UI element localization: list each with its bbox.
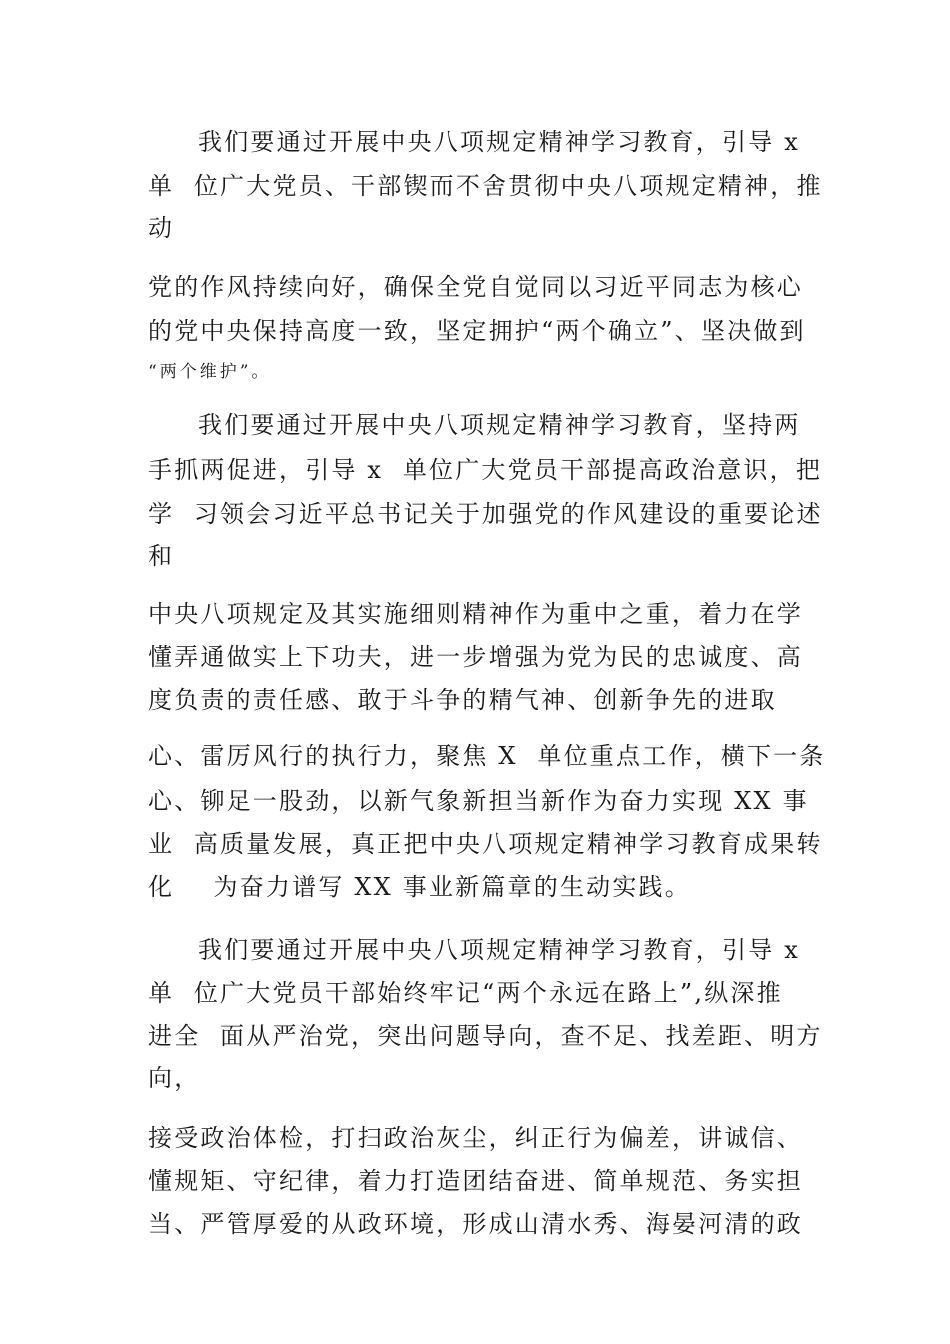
paragraph-6-line-4: 向， <box>148 1064 201 1092</box>
paragraph-1-line-2: 单 位广大党员、干部锲而不舍贯彻中央八项规定精神，推 <box>148 172 823 200</box>
paragraph-2-line-2: 的党中央保持高度一致，坚定拥护“两个确立”、坚决做到 <box>148 317 806 345</box>
paragraph-7-line-2: 懂规矩、守纪律，着力打造团结奋进、简单规范、务实担 <box>148 1167 803 1195</box>
paragraph-2-line-1: 党的作风持续向好，确保全党自觉同以习近平同志为核心 <box>148 273 803 301</box>
paragraph-4-line-1: 中央八项规定及其实施细则精神作为重中之重，着力在学 <box>148 600 803 628</box>
paragraph-3-line-3: 学 习领会习近平总书记关于加强党的作风建设的重要论述 <box>148 500 823 528</box>
paragraph-2-line-3: “两个维护”。 <box>148 362 272 382</box>
paragraph-3-line-2: 手抓两促进，引导 x 单位广大党员干部提高政治意识，把 <box>148 456 823 484</box>
paragraph-5-line-1: 心、雷厉风行的执行力，聚焦 X 单位重点工作，横下一条 <box>148 742 826 770</box>
paragraph-4-line-3: 度负责的责任感、敢于斗争的精气神、创新争先的进取 <box>148 686 777 714</box>
paragraph-1-line-3: 动 <box>148 214 175 242</box>
paragraph-1-line-1: 我们要通过开展中央八项规定精神学习教育，引导 x <box>198 128 800 156</box>
paragraph-7-line-3: 当、严管厚爱的从政环境，形成山清水秀、海晏河清的政 <box>148 1210 803 1238</box>
paragraph-6-line-1: 我们要通过开展中央八项规定精神学习教育，引导 x <box>198 936 800 964</box>
paragraph-4-line-2: 懂弄通做实上下功夫，进一步增强为党为民的忠诚度、高 <box>148 643 803 671</box>
paragraph-3-line-4: 和 <box>148 542 175 570</box>
paragraph-5-line-3: 业 高质量发展，真正把中央八项规定精神学习教育成果转 <box>148 830 823 858</box>
paragraph-7-line-1: 接受政治体检，打扫政治灰尘，纠正行为偏差，讲诚信、 <box>148 1124 803 1152</box>
paragraph-6-line-2: 单 位广大党员干部始终牢记“两个永远在路上”,纵深推 <box>148 979 783 1007</box>
paragraph-6-line-3: 进全 面从严治党，突出问题导向，查不足、找差距、明方 <box>148 1022 823 1050</box>
paragraph-5-line-2: 心、铆足一股劲，以新气象新担当新作为奋力实现 XX 事 <box>148 787 809 815</box>
paragraph-5-line-4: 化 为奋力谱写 XX 事业新篇章的生动实践。 <box>148 873 691 901</box>
paragraph-3-line-1: 我们要通过开展中央八项规定精神学习教育，坚持两 <box>198 411 801 439</box>
